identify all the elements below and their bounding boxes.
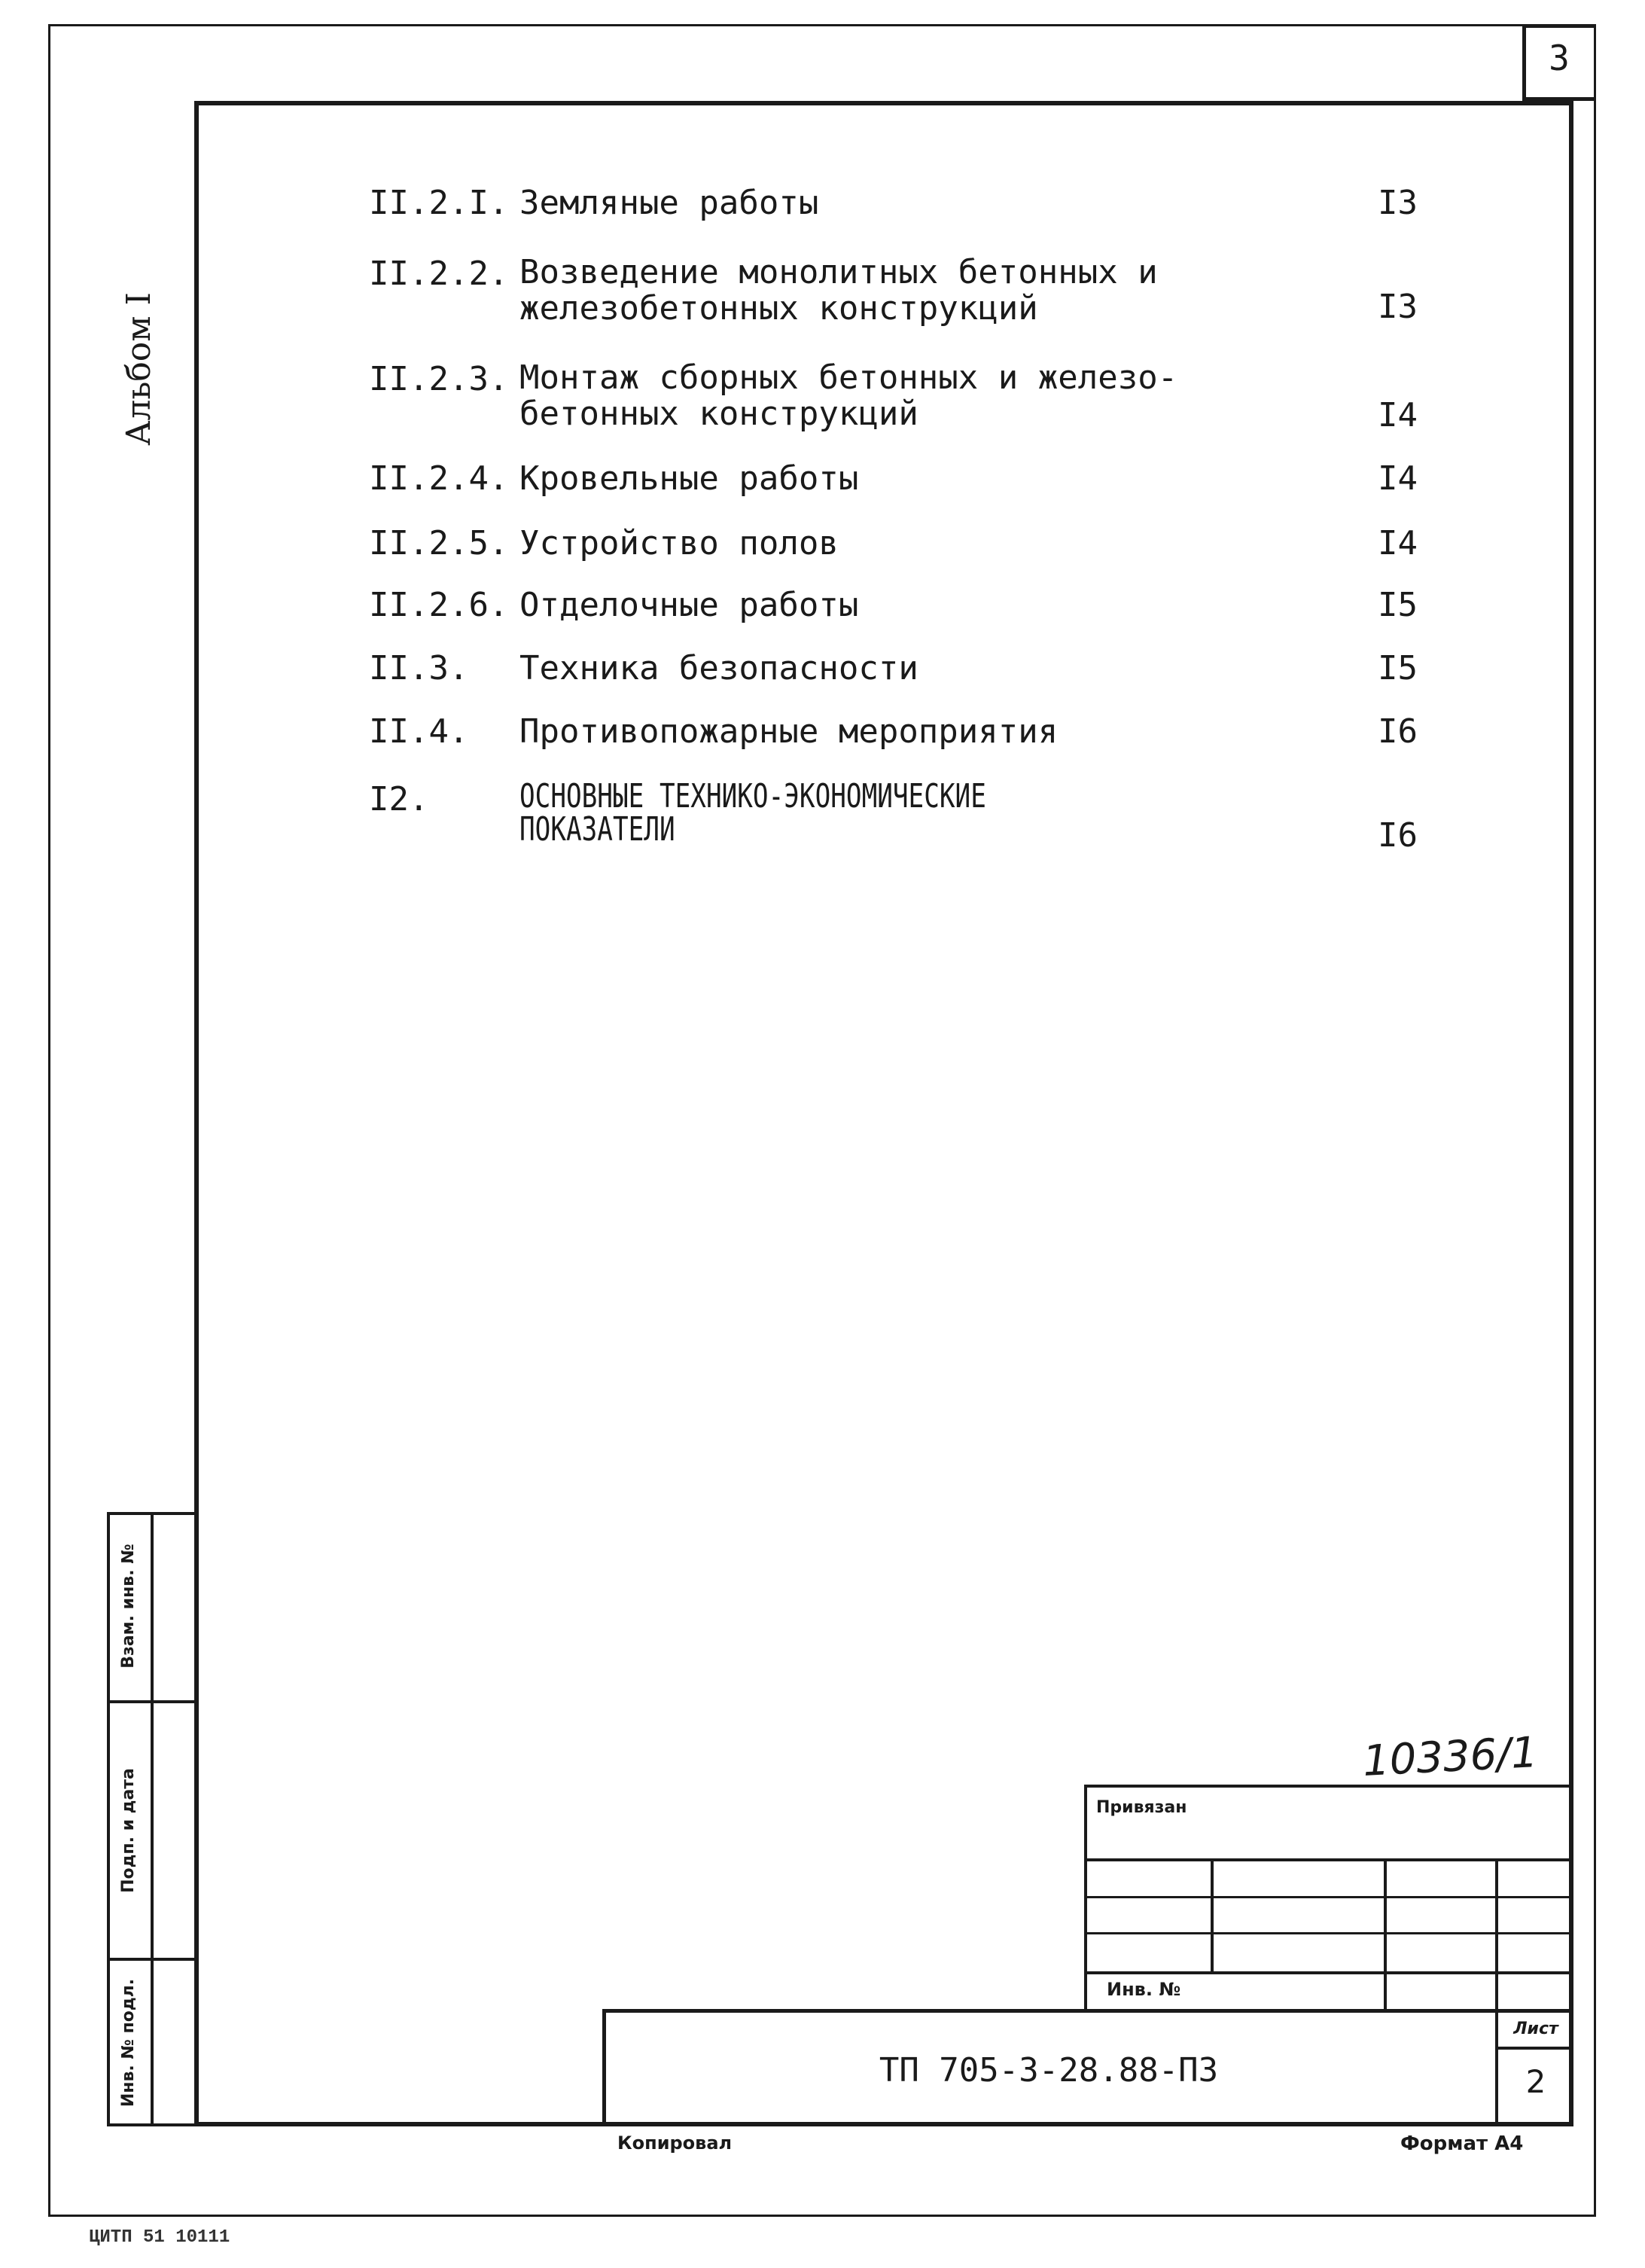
toc-page: I3 xyxy=(1378,184,1418,222)
toc-num: I2. xyxy=(369,780,429,818)
toc-num: II.2.3. xyxy=(369,360,509,398)
handwritten-number: 10336/1 xyxy=(1361,1727,1540,1787)
toc-page: I6 xyxy=(1378,712,1418,751)
toc-num: II.2.2. xyxy=(369,255,509,293)
doc-code: ТП 705-3-28.88-ПЗ xyxy=(879,2051,1219,2090)
toc-page: I4 xyxy=(1378,396,1418,434)
inv-no-label: Инв. № xyxy=(1107,1979,1181,2000)
toc-title: Техника безопасности xyxy=(519,649,918,687)
toc-page: I4 xyxy=(1378,459,1418,498)
podp-data-label: Подп. и дата xyxy=(119,1768,138,1893)
binding-vline xyxy=(1211,1858,1214,1971)
toc-num: II.3. xyxy=(369,649,469,687)
inv-podl-label: Инв. № подл. xyxy=(119,1978,138,2108)
toc-title: Земляные работы xyxy=(519,184,819,222)
toc-num: II.2.6. xyxy=(369,586,509,624)
toc-num: II.2.5. xyxy=(369,524,509,562)
toc-title: Кровельные работы xyxy=(519,459,859,498)
binding-hline xyxy=(1084,1971,1573,1974)
toc-page: I6 xyxy=(1378,816,1418,855)
toc-page: I5 xyxy=(1378,649,1418,687)
album-label: Альбом I xyxy=(120,292,158,446)
toc-title: ОСНОВНЫЕ ТЕХНИКО-ЭКОНОМИЧЕСКИЕ ПОКАЗАТЕЛИ xyxy=(519,777,986,849)
side-stamp-divider xyxy=(107,1700,199,1703)
side-stamp-divider xyxy=(107,1958,199,1961)
kopiroval-label: Копировал xyxy=(617,2132,733,2154)
toc-page: I4 xyxy=(1378,524,1418,562)
toc-title: Устройство полов xyxy=(519,524,839,562)
list-hline xyxy=(1495,2047,1573,2050)
toc-page: I5 xyxy=(1378,586,1418,624)
toc-title: Возведение монолитных бетонных и железобетонных конструкций xyxy=(519,253,1158,328)
toc-page: I3 xyxy=(1378,288,1418,326)
toc-title: Монтаж сборных бетонных и железо- бетонных конструкций xyxy=(519,358,1178,433)
page-number: 3 xyxy=(1549,38,1570,78)
toc-title: Противопожарные мероприятия xyxy=(519,712,1059,751)
bottom-code: ЦИТП 51 10111 xyxy=(89,2227,230,2248)
toc-num: II.2.4. xyxy=(369,459,509,498)
vzam-inv-label: Взам. инв. № xyxy=(119,1544,138,1669)
toc-title: Отделочные работы xyxy=(519,586,859,624)
toc-num: II.2.I. xyxy=(369,184,509,222)
binding-hline xyxy=(1084,1896,1573,1898)
list-label: Лист xyxy=(1513,2020,1558,2038)
toc-num: II.4. xyxy=(369,712,469,751)
list-value: 2 xyxy=(1525,2063,1546,2100)
binding-vline xyxy=(1384,1858,1387,2009)
binding-hline xyxy=(1084,1858,1573,1861)
binding-vline xyxy=(1495,1858,1498,2009)
side-stamp-divider xyxy=(151,1512,154,2126)
binding-hline xyxy=(1084,1932,1573,1934)
format-label: Формат А4 xyxy=(1400,2132,1524,2155)
privyazan-label: Привязан xyxy=(1096,1798,1187,1817)
